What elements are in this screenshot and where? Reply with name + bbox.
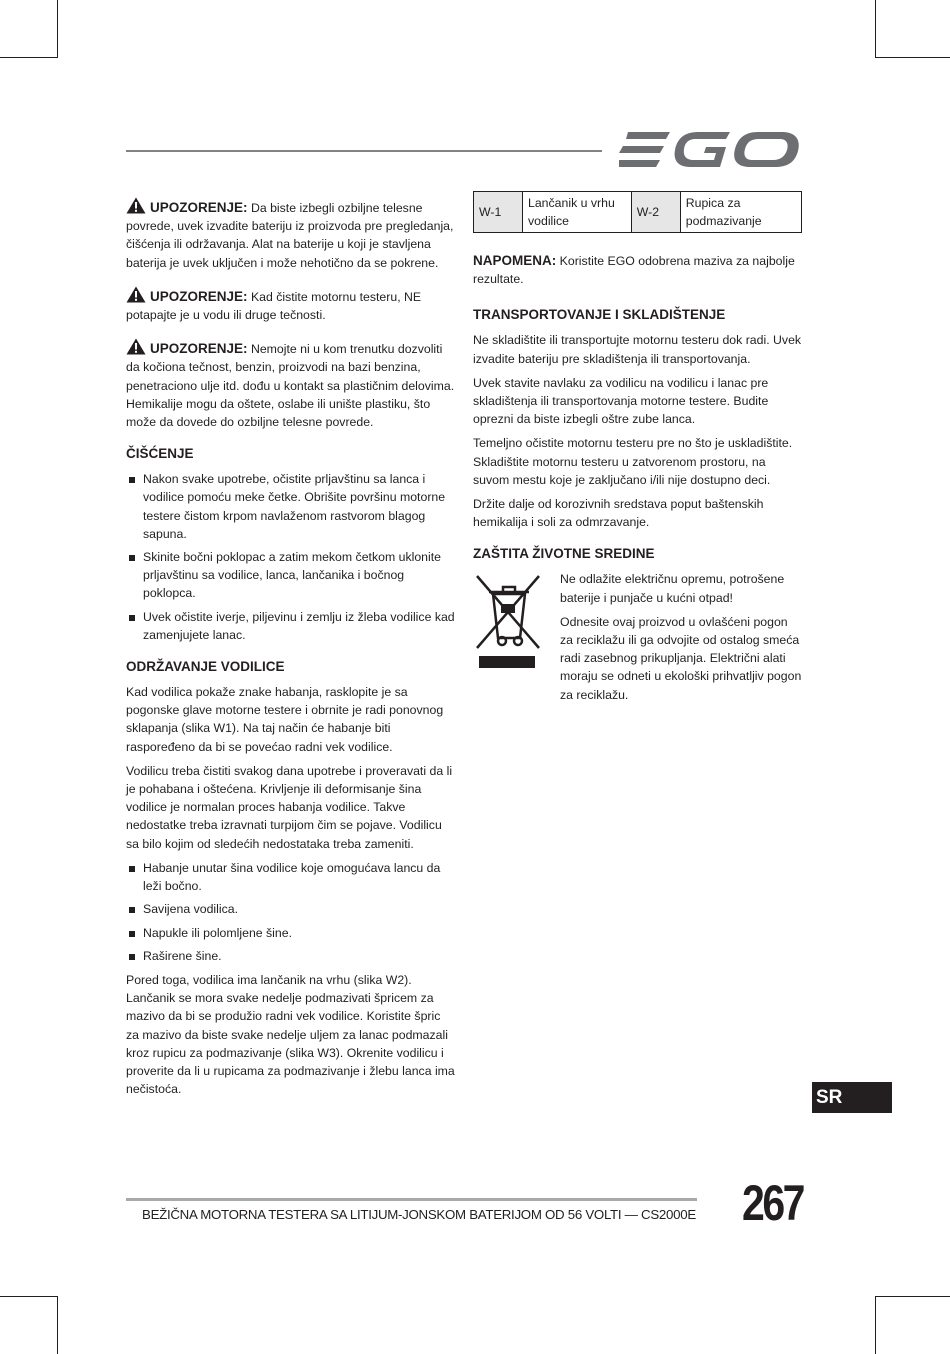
warning-paragraph [126, 286, 456, 324]
note-paragraph [473, 252, 803, 288]
list-item: Skinite bočni poklopac a zatim mekom četkom uklonite prljavštinu sa vodilice, lanca, lančanika i bočnog poklopca. [126, 548, 456, 603]
list-item: Napukle ili polomljene šine. [126, 924, 456, 942]
environment-heading: ZAŠTITA ŽIVOTNE SREDINE [473, 546, 655, 562]
table-row [474, 192, 802, 233]
warning-text: Da biste izbegli ozbiljne telesne povrede, uvek izvadite bateriju iz proizvoda pre pregledanja, čišćenja ili održavanja. Alat na baterije u koji je stavljena baterija je uvek uključen i može nehotično da se pokrene. [126, 201, 454, 270]
header-rule [126, 150, 602, 152]
list-item: Nakon svake upotrebe, očistite prljavštinu sa lanca i vodilice pomoću meke četke. Obrišite površinu motorne testere čistom krpom navlaženom rastvorom blagog sapuna. [126, 470, 456, 543]
crop-mark [0, 1296, 58, 1297]
crop-mark [875, 1296, 950, 1297]
warning-label: UPOZORENJE: [150, 288, 248, 304]
warning-triangle-icon [126, 197, 146, 214]
crop-mark [57, 0, 58, 58]
left-column [126, 197, 456, 1104]
crop-mark [0, 57, 58, 58]
note-text: Koristite EGO odobrena maziva za najbolje rezultate. [473, 254, 795, 287]
page-number: 267 [742, 1175, 804, 1231]
crop-mark [875, 1296, 876, 1354]
warning-text: Nemojte ni u kom trenutku dozvoliti da kočiona tečnost, benzin, proizvodi na bazi benzina, penetraciono ulje itd. dođu u kontakt sa plastičnim delovima. Hemikalije mogu da oštete, oslabe ili unište plastiku, što može da dovede do ozbiljne telesne povrede. [126, 342, 455, 430]
parts-table [473, 191, 802, 233]
paragraph: Ne odlažite električnu opremu, potrošene baterije i punjače u kućni otpad! [560, 572, 785, 605]
crossed-bin-icon [473, 570, 545, 668]
warning-triangle-icon [126, 338, 146, 355]
defects-list [126, 859, 456, 965]
table-cell-desc: Lančanik u vrhu vodilice [523, 192, 632, 233]
table-cell-code: W-1 [474, 192, 523, 233]
ego-logo-mark [618, 130, 800, 170]
list-item: Habanje unutar šina vodilice koje omogućava lancu da leži bočno. [126, 859, 456, 895]
right-column [473, 191, 803, 710]
guide-bar-heading: ODRŽAVANJE VODILICE [126, 659, 285, 675]
list-item: Savijena vodilica. [126, 900, 456, 918]
table-cell-desc: Rupica za podmazivanje [680, 192, 801, 233]
paragraph: Uvek stavite navlaku za vodilicu na vodilicu i lanac pre skladištenja ili transportovanja motorne testere. Budite oprezni da biste izbegli oštre zube lanca. [473, 375, 769, 427]
paragraph: Vodilicu treba čistiti svakog dana upotrebe i proveravati da li je pohabana i oštećena. Krivljenje ili deformisanje šina vodilice je normalan proces habanja vodilice. Takve nedostatke treba izravnati turpijom čim se pojave. Vodilicu sa bilo kojim od sledećih nedostataka treba zameniti. [126, 763, 453, 851]
crop-mark [875, 57, 950, 58]
footer-rule [126, 1198, 697, 1201]
footer-title: BEŽIČNA MOTORNA TESTERA SA LITIJUM-JONSKOM BATERIJOM OD 56 VOLTI — CS2000E [142, 1207, 696, 1222]
ego-logo [618, 130, 800, 175]
warning-label: UPOZORENJE: [150, 341, 248, 357]
paragraph: Pored toga, vodilica ima lančanik na vrhu (slika W2). Lančanik se mora svake nedelje podmazivati špricem za mazivo da bi se produžio radni vek vodilice. Koristite špric za mazivo da biste svake nedelje uljem za lanac podmazali kroz rupicu za podmazivanje (slika W3). Okrenite vodilicu i proverite da li u rupicama za podmazivanje i žlebu lanca ima nečistoća. [126, 972, 455, 1097]
warning-paragraph [126, 338, 456, 431]
paragraph: Kad vodilica pokaže znake habanja, rasklopite je sa pogonske glave motorne testere i obrnite je radi ponovnog sklapanja (slika W1). Na taj način će habanje biti raspoređeno da bi se povećao radni vek vodilice. [126, 685, 444, 754]
list-item: Raširene šine. [126, 947, 456, 965]
warning-label: UPOZORENJE: [150, 200, 248, 215]
table-cell-code: W-2 [631, 192, 680, 233]
brand-name: EGO [618, 130, 621, 131]
environment-text [560, 570, 803, 709]
warning-text: Kad čistite motornu testeru, NE potapajte je u vodu ili druge tečnosti. [126, 289, 422, 323]
cleaning-heading: ČIŠĆENJE [126, 446, 194, 462]
paragraph: Temeljno očistite motornu testeru pre no što je uskladištite. Skladištite motornu testeru u zatvorenom prostoru, na suvom mestu koje je zaključano i/ili nije dostupno deci. [473, 436, 793, 487]
paragraph: Držite dalje od korozivnih sredstava poput baštenskih hemikalija i soli za odmrzavanje. [473, 497, 764, 530]
language-tab: SR [812, 1082, 892, 1113]
crop-mark [57, 1296, 58, 1354]
weee-bin-icon [473, 570, 548, 709]
warning-triangle-icon [126, 286, 146, 303]
paragraph: Odnesite ovaj proizvod u ovlašćeni pogon za reciklažu ili ga odvojite od ostalog smeća radi zasebnog prikupljanja. Električni alati moraju se odneti u ekološki prihvatljiv pogon za reciklažu. [560, 614, 802, 702]
cleaning-list [126, 470, 456, 644]
environment-block [473, 570, 803, 709]
crop-mark [875, 0, 876, 58]
list-item: Uvek očistite iverje, piljevinu i zemlju iz žleba vodilice kad zamenjujete lanac. [126, 608, 456, 644]
warning-paragraph [126, 197, 456, 272]
transport-heading: TRANSPORTOVANJE I SKLADIŠTENJE [473, 307, 726, 323]
paragraph: Ne skladištite ili transportujte motornu testeru dok radi. Uvek izvadite bateriju pre skladištenja ili transportovanja. [473, 333, 802, 366]
note-label: NAPOMENA: [473, 253, 557, 268]
